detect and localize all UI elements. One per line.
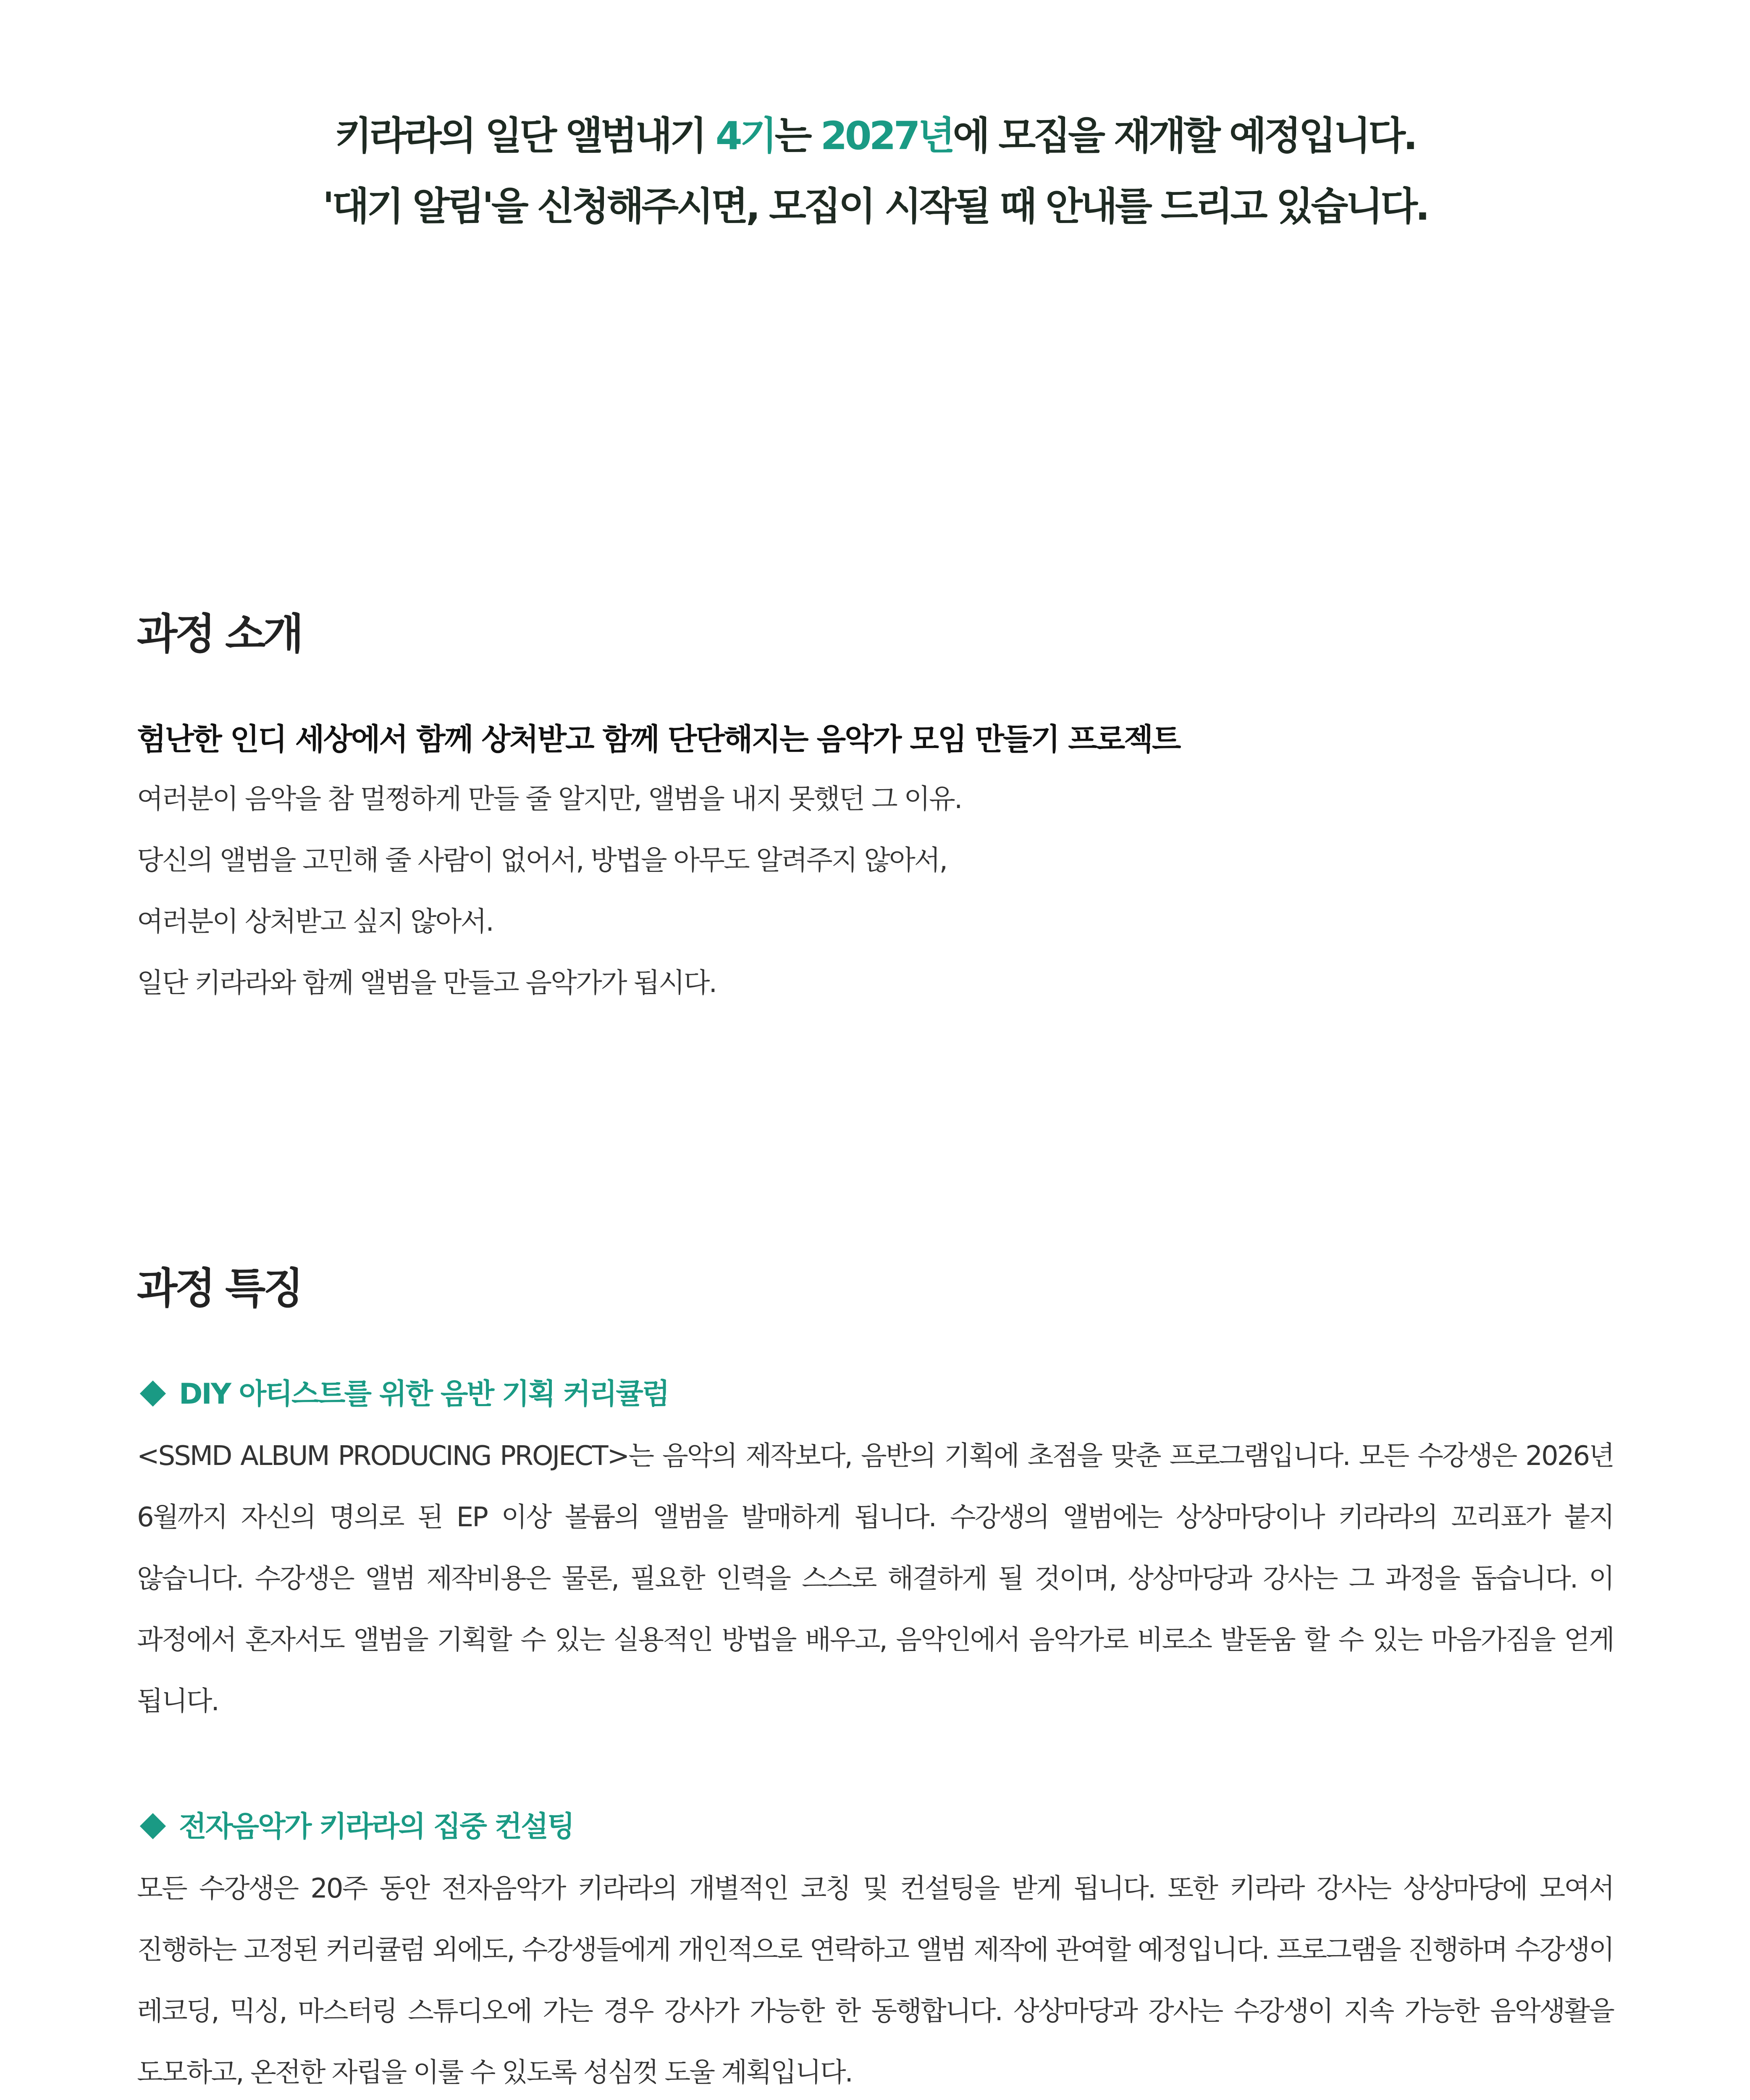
diamond-icon [140,1813,166,1839]
intro-line: 일단 키라라와 함께 앨범을 만들고 음악가가 됩시다. [137,967,716,999]
notice-cohort-highlight: 4기 [715,113,775,158]
course-features-heading: 과정 특징 [137,1264,302,1313]
notice-text: 는 [774,113,821,158]
feature-body: <SSMD ALBUM PRODUCING PROJECT>는 음악의 제작보다, 음반의 기획에 초점을 맞춘 프로그램입니다. 모든 수강생은 2026년 6월까지 자신의 명의로 된 EP 이상 볼륨의 앨범을 발매하게 됩니다. 수강생의 앨범에는 상상마당이나 키라라의 꼬리표가 붙지 않습니다. 수강생은 앨범 제작비용은 물론, 필요한 인력을 스스로 해결하게 될 것이며, 상상마당과 강사는 그 과정을 돕습니다. 이 과정에서 혼자서도 앨범을 기획할 수 있는 실용적인 방법을 배우고, 음악인에서 음악가로 비로소 발돋움 할 수 있는 마음가짐을 얻게 됩니다. [137,1441,1614,1717]
feature-body: 모든 수강생은 20주 동안 전자음악가 키라라의 개별적인 코칭 및 컨설팅을 받게 됩니다. 또한 키라라 강사는 상상마당에 모여서 진행하는 고정된 커리큘럼 외에도, 수강생들에게 개인적으로 연락하고 앨범 제작에 관여할 예정입니다. 프로그램을 진행하며 수강생이 레코딩, 믹싱, 마스터링 스튜디오에 가는 경우 강사가 가능한 한 동행합니다. 상상마당과 강사는 수강생이 지속 가능한 음악생활을 도모하고, 온전한 자립을 이룰 수 있도록 성심껏 도울 계획입니다. [137,1873,1614,2088]
intro-line: 당신의 앨범을 고민해 줄 사람이 없어서, 방법을 아무도 알려주지 않아서, [137,845,947,876]
feature-title-text: DIY 아티스트를 위한 음반 기획 커리큘럼 [179,1378,669,1411]
notice-line-1 [0,101,1750,171]
notice-line-2: '대기 알림'을 신청해주시면, 모집이 시작될 때 안내를 드리고 있습니다. [323,184,1427,229]
intro-line: 여러분이 음악을 참 멀쩡하게 만들 줄 알지만, 앨범을 내지 못했던 그 이유. [137,783,962,815]
course-intro-heading: 과정 소개 [137,609,302,659]
feature-curriculum [137,1365,1614,1732]
course-intro [137,710,1615,1014]
feature-title [137,1365,1614,1424]
recruitment-notice [0,101,1750,242]
intro-lead: 험난한 인디 세상에서 함께 상처받고 함께 단단해지는 음악가 모임 만들기 프로젝트 [137,722,1180,757]
feature-consulting [137,1798,1614,2100]
notice-text: 에 모집을 재개할 예정입니다. [952,113,1416,158]
intro-line: 여러분이 상처받고 싶지 않아서. [137,906,493,937]
feature-title-text: 전자음악가 키라라의 집중 컨설팅 [179,1810,574,1843]
notice-year-highlight: 2027년 [820,113,953,158]
diamond-icon [140,1381,166,1407]
notice-text: 키라라의 일단 앨범내기 [334,113,716,158]
feature-title [137,1798,1614,1856]
